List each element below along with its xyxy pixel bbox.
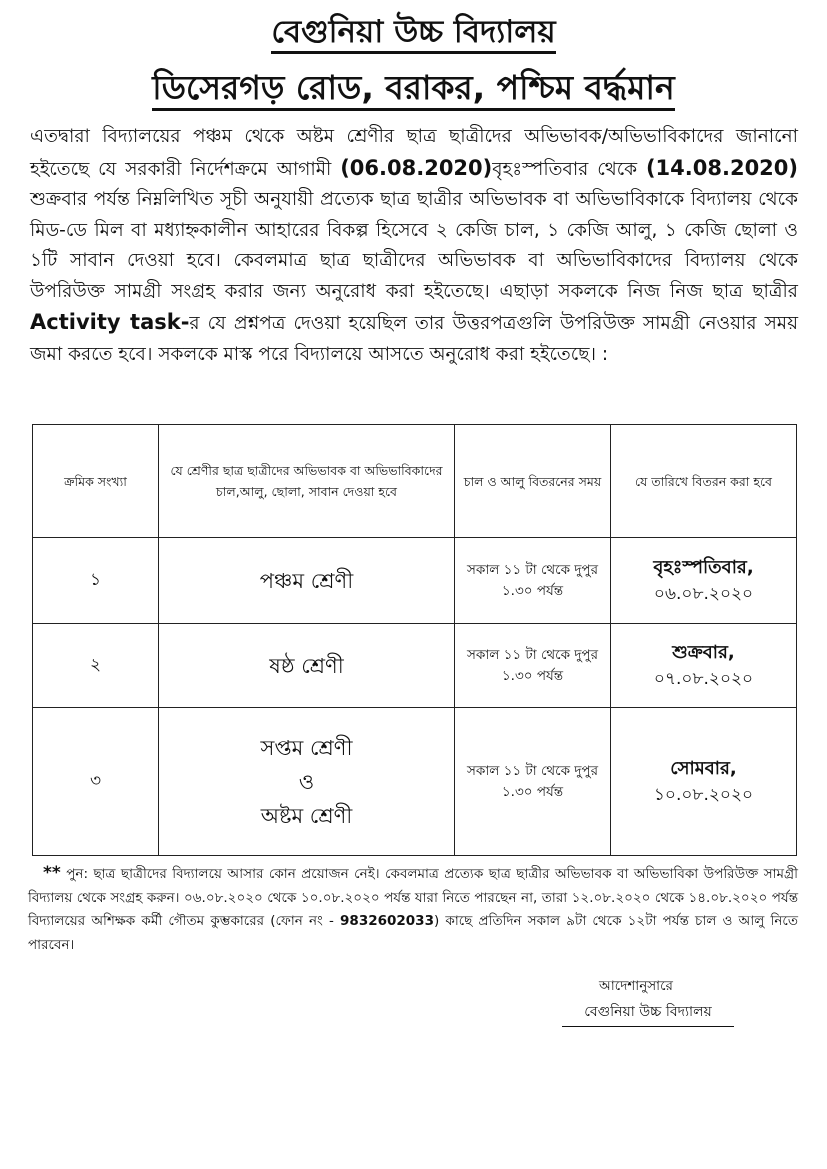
by-order-label: আদেশানুসারে — [599, 978, 673, 994]
row-date: ০৭.০৮.২০২০ — [653, 668, 754, 689]
row-date: ০৬.০৮.২০২০ — [653, 583, 754, 604]
row-class-conjunction: ও — [298, 769, 315, 794]
row-class-2: অষ্টম শ্রেণী — [260, 803, 353, 828]
footnote-paragraph — [28, 862, 798, 957]
table-row — [33, 708, 797, 856]
row-class: সপ্তম শ্রেণী — [260, 735, 353, 760]
row-serial: ২ — [33, 624, 159, 708]
phone-number: 9832602033 — [340, 913, 434, 929]
row-date-cell — [611, 624, 797, 708]
row-serial: ৩ — [33, 708, 159, 856]
school-address: ডিসেরগড় রোড, বরাকর, পশ্চিম বর্দ্ধমান — [152, 68, 674, 111]
header-date: যে তারিখে বিতরন করা হবে — [611, 425, 797, 538]
footnote-text: পুন: ছাত্র ছাত্রীদের বিদ্যালয়ে আসার কোন প্রয়োজন নেই। কেবলমাত্র প্রত্যেক ছাত্র ছাত্রীর অভিভাবক বা অভিভাবিকা উপরিউক্ত সামগ্রী বিদ্যালয় থেকে সংগ্রহ করুন। ০৬.০৮.২০২০ থেকে ১০.০৮.২০২০ পর্যন্ত যারা নিতে পারছেন না, তারা ১২.০৮.২০২০ থেকে ১৪.০৮.২০২০ পর্যন্ত বিদ্যালয়ের অশিক্ষক কর্মী গৌতম কুম্ভকারের (ফোন নং - — [28, 866, 798, 929]
distribution-schedule-table — [32, 424, 797, 856]
row-day: বৃহঃস্পতিবার, — [653, 556, 754, 578]
start-date: (06.08.2020) — [340, 155, 493, 180]
row-date-cell — [611, 708, 797, 856]
row-date-cell — [611, 538, 797, 624]
row-time: সকাল ১১ টা থেকে দুপুর ১.৩০ পর্যন্ত — [455, 708, 611, 856]
signature-school-name: বেগুনিয়া উচ্চ বিদ্যালয় — [562, 1000, 734, 1027]
intro-text-4: র যে প্রশ্নপত্র দেওয়া হয়েছিল তার উত্তরপত্রগুলি উপরিউক্ত সামগ্রী নেওয়ার সময় জমা করতে হবে। সকলকে মাস্ক পরে বিদ্যালয়ে আসতে অনুরোধ করা হইতেছে। : — [30, 313, 798, 365]
notice-intro-paragraph — [30, 122, 798, 370]
school-address-heading — [0, 62, 827, 118]
header-class: যে শ্রেণীর ছাত্র ছাত্রীদের অভিভাবক বা অভিভাবিকাদের চাল,আলু, ছোলা, সাবান দেওয়া হবে — [159, 425, 455, 538]
row-class: ষষ্ঠ শ্রেণী — [159, 624, 455, 708]
intro-text-1: এতদ্বারা বিদ্যালয়ের পঞ্চম থেকে অষ্টম শ্রেণীর ছাত্র ছাত্রীদের অভিভাবক/অভিভাবিকাদের জানানো হইতেছে যে সরকারী নির্দেশক্রমে আগামী — [30, 126, 798, 180]
row-class: পঞ্চম শ্রেণী — [159, 538, 455, 624]
intro-text-2: বৃহঃস্পতিবার থেকে — [492, 158, 646, 180]
intro-text-3: শুক্রবার পর্যন্ত নিম্নলিখিত সূচী অনুযায়ী প্রত্যেক ছাত্র ছাত্রীর অভিভাবক বা অভিভাবিকাকে বিদ্যালয় থেকে মিড-ডে মিল বা মধ্যাহ্নকালীন আহারের বিকল্প হিসেবে ২ কেজি চাল, ১ কেজি আলু, ১ কেজি ছোলা ও ১টি সাবান দেওয়া হবে। কেবলমাত্র ছাত্র ছাত্রীদের অভিভাবক বা অভিভাবিকাদের বিদ্যালয় থেকে উপরিউক্ত সামগ্রী সংগ্রহ করার জন্য অনুরোধ করা হইতেছে। এছাড়া সকলকে নিজ নিজ ছাত্র ছাত্রীর — [30, 189, 798, 302]
row-time: সকাল ১১ টা থেকে দুপুর ১.৩০ পর্যন্ত — [455, 624, 611, 708]
footnote-text-end: ) কাছে প্রতিদিন সকাল ৯টা থেকে ১২টা পর্যন্ত চাল ও আলু নিতে পারবেন। — [28, 913, 798, 953]
row-day: শুক্রবার, — [672, 641, 735, 663]
row-time: সকাল ১১ টা থেকে দুপুর ১.৩০ পর্যন্ত — [455, 538, 611, 624]
row-date: ১০.০৮.২০২০ — [653, 784, 754, 805]
end-date: (14.08.2020) — [645, 155, 798, 180]
table-header-row — [33, 425, 797, 538]
footnote-stars: ** — [43, 863, 61, 883]
header-time: চাল ও আলু বিতরনের সময় — [455, 425, 611, 538]
row-class-cell — [159, 708, 455, 856]
table-row — [33, 624, 797, 708]
school-name-heading — [0, 8, 827, 60]
row-serial: ১ — [33, 538, 159, 624]
header-serial: ক্রমিক সংখ্যা — [33, 425, 159, 538]
school-name: বেগুনিয়া উচ্চ বিদ্যালয় — [271, 14, 555, 54]
table-row — [33, 538, 797, 624]
activity-task-label: Activity task- — [30, 310, 190, 334]
row-day: সোমবার, — [670, 757, 737, 779]
